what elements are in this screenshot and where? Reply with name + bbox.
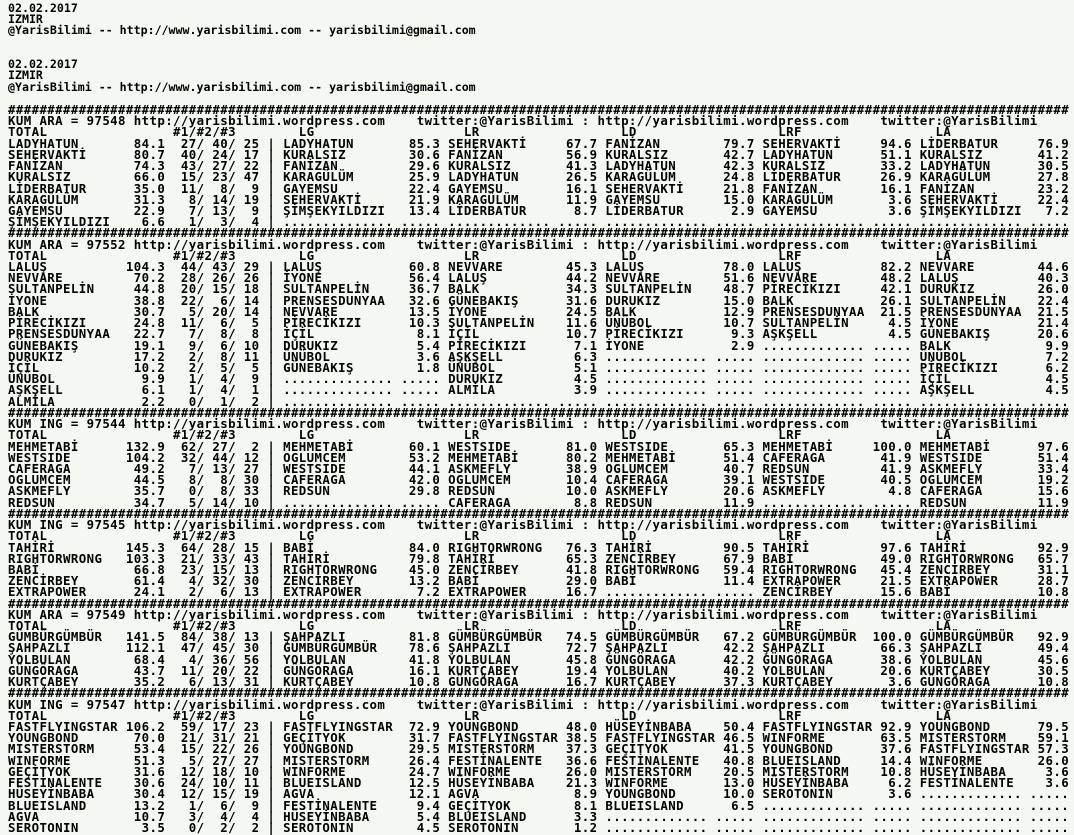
stat-row: WESTSIDE 104.2 32/ 44/ 12 | OGLUMCEM 53.2 MEHMETABİ 80.2 MEHMETABİ 51.4 CAFERAGA 41.9 WESTSIDE 51.4 [8, 449, 1070, 465]
stat-row: SEROTONIN 3.5 0/ 2/ 2 | SEROTONIN 4.5 SEROTONIN 1.2 ............. ..... ............. ..... ............. ..... [8, 819, 1070, 835]
stat-row: GEÇİTYOK 31.6 12/ 18/ 10 | WINFORME 24.7 WINFORME 26.0 MISTERSTORM 20.5 MISTERSTORM 10.8 HÜSEYİNBABA 3.6 [8, 763, 1070, 779]
section-separator: ####################################################################################################################################### [8, 595, 1070, 611]
column-header-row: TOTAL #1/#2/#3 LG LR LD LRF LA [8, 247, 952, 263]
stat-row: MISTERSTORM 53.4 15/ 22/ 26 | YOUNGBOND 29.5 MISTERSTORM 37.3 GEÇİTYOK 41.5 YOUNGBOND 37.6 FASTFLYINGSTAR 57.3 [8, 741, 1070, 757]
stat-row: FANİZAN 74.3 43/ 27/ 22 | FANİZAN 29.6 KURALSIZ 41.3 LADYHATUN 42.3 KURALSIZ 33.2 LADYHATUN 30.5 [8, 158, 1070, 174]
stat-row: RIGHTORWRONG 103.3 21/ 33/ 43 | TAHİRİ 79.8 TAHİRİ 65.3 ZENCİRBEY 67.9 BABİ 49.0 RIGHTORWRONG 65.7 [8, 550, 1070, 566]
stat-row: MEHMETABİ 132.9 62/ 27/ 2 | MEHMETABİ 60.1 WESTSIDE 81.0 WESTSIDE 65.3 MEHMETABİ 100.0 MEHMETABİ 97.6 [8, 438, 1070, 454]
stat-row: FESTİNALENTE 30.6 24/ 10/ 11 | BLUEISLAND 12.5 HÜSEYİNBABA 21.3 WINFORME 13.0 HÜSEYİNBABA 6.2 FESTİNALENTE 3.6 [8, 775, 1070, 791]
stat-row: NEVVARE 70.2 28/ 26/ 26 | İYONE 56.4 LALUŞ 44.2 NEVVARE 51.6 NEVVARE 48.2 LALUŞ 40.3 [8, 270, 1070, 286]
masthead-city: IZMIR [8, 12, 43, 27]
stat-row: KURTÇABEY 35.2 6/ 13/ 31 | KURTÇABEY 10.8 GÜNGÖRAGA 16.7 KURTÇABEY 37.3 KURTÇABEY 3.6 GÜNGÖRAGA 10.8 [8, 674, 1070, 690]
stat-row: CAFERAGA 49.2 7/ 13/ 27 | WESTSIDE 44.1 ASKMEFLY 38.9 OGLUMCEM 40.7 REDSUN 41.9 ASKMEFLY 33.4 [8, 460, 1070, 476]
column-header-row: TOTAL #1/#2/#3 LG LR LD LRF LA [8, 427, 952, 443]
stat-row: SEHERVAKTİ 80.7 40/ 24/ 17 | KURALSIZ 30.6 FANİZAN 56.9 KURALSIZ 42.7 LADYHATUN 51.1 KURALSIZ 41.2 [8, 146, 1070, 162]
section-table-6 [8, 687, 1074, 833]
stat-row: BALK 30.7 5/ 20/ 14 | NEVVARE 13.5 İYONE 24.5 BALK 12.9 PRENSESDUNYAA 21.5 PRENSESDUNYAA 21.5 [8, 303, 1070, 319]
masthead-contact: @YarisBilimi -- http://www.yarisbilimi.com -- yarisbilimi@gmail.com [8, 79, 476, 94]
stat-row: İÇİL 10.2 2/ 5/ 5 | GÜNEBAKIŞ 1.8 ÜNÜBOL 5.1 ............. ..... ............. ..... PİRECİKIZI 6.2 [8, 360, 1070, 375]
sections-container [8, 101, 1074, 835]
masthead-block-2 [8, 59, 1074, 93]
section-separator: ####################################################################################################################################### [8, 505, 1070, 521]
stat-row: ALMİLA 2.2 0/ 1/ 2 | .............. ..... ............. ..... ............. ..... ............. ..... ............. ..... [8, 393, 1070, 409]
stat-row: ÜNÜBOL 9.9 1/ 4/ 9 | .............. ..... DURUKIZ 4.5 ............. ..... ............. ..... İÇİL 4.5 [8, 371, 1070, 387]
section-table-1 [8, 101, 1074, 230]
section-header: KUM ING = 97547 http://yarisbilimi.wordpress.com twitter:@YarisBilimi : http://yarisbilimi.wordpress.com twitter:@YarisBilimi [8, 696, 1038, 712]
section-table-4 [8, 505, 1074, 600]
stat-row: ŞAHPAZLI 112.1 47/ 45/ 30 | GÜMBÜRGÜMBÜR 78.6 ŞAHPAZLI 72.7 ŞAHPAZLI 42.2 ŞAHPAZLI 66.3 ŞAHPAZLI 49.4 [8, 640, 1070, 656]
section-separator: ####################################################################################################################################### [8, 225, 1070, 241]
stat-row: FASTFLYINGSTAR 106.2 59/ 17/ 23 | FASTFLYINGSTAR 72.9 YOUNGBOND 48.0 HÜSEYİNBABA 50.4 FASTFLYINGSTAR 92.9 YOUNGBOND 79.5 [8, 719, 1070, 734]
column-header-row: TOTAL #1/#2/#3 LG LR LD LRF LA [8, 618, 952, 634]
section-separator: ####################################################################################################################################### [8, 101, 1070, 117]
stat-row: LADYHATUN 84.1 27/ 40/ 25 | LADYHATUN 85.3 SEHERVAKTİ 67.7 FANİZAN 79.7 SEHERVAKTİ 94.6 LİDERBATUR 76.9 [8, 135, 1070, 151]
stat-row: KURALSIZ 66.0 15/ 23/ 47 | KARAGÜLÜM 25.9 LADYHATUN 26.5 KARAGÜLÜM 24.8 LİDERBATUR 26.9 KARAGÜLÜM 27.8 [8, 169, 1070, 185]
stat-row: GÜNGÖRAGA 43.7 11/ 20/ 22 | GÜNGÖRAGA 16.1 KURTÇABEY 19.4 YOLBULAN 40.2 YOLBULAN 20.6 KURTÇABEY 30.5 [8, 662, 1070, 678]
stat-row: PİRECİKIZI 24.8 11/ 6/ 5 | PİRECİKIZI 10.3 SULTANPELİN 11.6 ÜNÜBOL 10.7 SULTANPELİN 4.5 İYONE 21.4 [8, 315, 1070, 331]
stat-row: GAYEMSU 22.9 7/ 13/ 9 | ŞİMŞEKYILDIZI 13.4 LİDERBATUR 8.7 LİDERBATUR 2.9 GAYEMSU 3.6 ŞİMŞEKYILDIZI 7.2 [8, 202, 1070, 218]
masthead-date: 02.02.2017 [8, 57, 78, 72]
column-header-row: TOTAL #1/#2/#3 LG LR LD LRF LA [8, 124, 952, 140]
stat-row: HÜSEYİNBABA 30.4 12/ 15/ 19 | AGVA 12.1 AGVA 8.9 YOUNGBOND 10.0 SEROTONIN 3.6 ............. ..... [8, 786, 1070, 802]
stat-row: AGVA 10.7 3/ 4/ 4 | HÜSEYİNBABA 5.4 BLUEISLAND 3.3 ............. ..... ............. ..... ............. ..... [8, 808, 1070, 824]
blank-line [8, 48, 1074, 59]
section-separator: ####################################################################################################################################### [8, 404, 1070, 420]
stat-row: YOUNGBOND 70.0 21/ 31/ 21 | GEÇİTYOK 31.7 FASTFLYINGSTAR 38.5 FASTFLYINGSTAR 46.5 WINFORME 63.5 MISTERSTORM 59.1 [8, 730, 1070, 746]
stat-row: SULTANPELİN 44.8 20/ 15/ 18 | SULTANPELİN 36.7 BALK 34.3 SULTANPELİN 48.7 PİRECİKIZI 42.1 DURUKIZ 26.0 [8, 281, 1070, 297]
column-header-row: TOTAL #1/#2/#3 LG LR LD LRF LA [8, 528, 952, 544]
section-header: KUM ARA = 97549 http://yarisbilimi.wordpress.com twitter:@YarisBilimi : http://yarisbilimi.wordpress.com twitter:@YarisBilimi [8, 606, 1038, 622]
stat-row: OGLUMCEM 44.5 8/ 8/ 30 | CAFERAGA 42.0 OGLUMCEM 10.4 CAFERAGA 39.1 WESTSIDE 40.5 OGLUMCEM 19.2 [8, 472, 1070, 488]
section-separator: ####################################################################################################################################### [8, 685, 1070, 701]
stat-row: EXTRAPOWER 24.1 2/ 6/ 13 | EXTRAPOWER 7.2 EXTRAPOWER 16.7 ............. ..... ZENCİRBEY 15.6 BABİ 10.8 [8, 584, 1070, 600]
stat-row: WINFORME 51.3 5/ 27/ 27 | MISTERSTORM 26.4 FESTİNALENTE 36.6 FESTİNALENTE 40.8 BLUEISLAND 14.4 WINFORME 26.0 [8, 752, 1070, 768]
stat-row: ZENCİRBEY 61.4 4/ 32/ 30 | ZENCİRBEY 13.2 BABİ 29.0 BABİ 11.4 EXTRAPOWER 21.5 EXTRAPOWER 28.7 [8, 573, 1070, 589]
stat-row: GÜMBÜRGÜMBÜR 141.5 84/ 38/ 13 | ŞAHPAZLI 81.8 GÜMBÜRGÜMBÜR 74.5 GÜMBÜRGÜMBÜR 67.2 GÜMBÜRGÜMBÜR 100.0 GÜMBÜRGÜMBÜR 92.9 [8, 629, 1070, 645]
stat-row: REDSUN 34.7 5/ 14/ 10 | .............. ..... CAFERAGA 8.8 REDSUN 11.9 ............. ..... REDSUN 11.9 [8, 494, 1070, 510]
masthead-block-1 [8, 3, 1074, 37]
stat-row: BLUEISLAND 13.2 1/ 6/ 9 | FESTİNALENTE 9.4 GEÇİTYOK 8.1 BLUEISLAND 6.5 ............. ..... ............. ..... [8, 797, 1070, 813]
section-table-3 [8, 404, 1074, 510]
section-header: KUM ING = 97545 http://yarisbilimi.wordpress.com twitter:@YarisBilimi : http://yarisbilimi.wordpress.com twitter:@YarisBilimi [8, 517, 1038, 533]
stat-row: YOLBULAN 68.4 4/ 36/ 56 | YOLBULAN 41.8 YOLBULAN 45.8 GÜNGÖRAGA 42.2 GÜNGÖRAGA 38.6 YOLBULAN 45.6 [8, 651, 1070, 667]
stat-row: LALUŞ 104.3 44/ 43/ 29 | LALUŞ 60.8 NEVVARE 45.3 LALUŞ 78.0 LALUŞ 82.2 NEVVARE 44.6 [8, 259, 1070, 275]
stat-row: İYONE 38.8 22/ 6/ 14 | PRENSESDUNYAA 32.6 GÜNEBAKIŞ 31.6 DURUKIZ 15.0 BALK 26.1 SULTANPELİN 22.4 [8, 292, 1070, 308]
masthead-contact: @YarisBilimi -- http://www.yarisbilimi.com -- yarisbilimi@gmail.com [8, 23, 476, 38]
stat-row: TAHİRİ 145.3 64/ 28/ 15 | BABİ 84.0 RIGHTORWRONG 76.3 TAHİRİ 90.5 TAHİRİ 97.6 TAHİRİ 92.9 [8, 539, 1070, 555]
masthead-city: IZMIR [8, 68, 43, 83]
section-header: KUM ARA = 97552 http://yarisbilimi.wordpress.com twitter:@YarisBilimi : http://yarisbilimi.wordpress.com twitter:@YarisBilimi [8, 236, 1038, 252]
stat-row: LİDERBATUR 35.0 11/ 8/ 9 | GAYEMSU 22.4 GAYEMSU 16.1 SEHERVAKTİ 21.8 FANİZAN 16.1 FANİZAN 23.2 [8, 180, 1070, 196]
stat-row: ASKMEFLY 35.7 0/ 8/ 33 | REDSUN 29.8 REDSUN 10.0 ASKMEFLY 20.6 ASKMEFLY 4.8 CAFERAGA 15.6 [8, 483, 1070, 499]
stat-row: BABİ 66.8 23/ 15/ 13 | RIGHTORWRONG 45.0 ZENCİRBEY 41.8 RIGHTORWRONG 59.4 RIGHTORWRONG 45.4 ZENCİRBEY 31.1 [8, 561, 1070, 577]
stat-row: DURUKIZ 17.2 2/ 8/ 11 | ÜNÜBOL 3.6 AŞKŞELL 6.3 ............. ..... ............. ..... ÜNÜBOL 7.2 [8, 348, 1070, 364]
column-header-row: TOTAL #1/#2/#3 LG LR LD LRF LA [8, 707, 952, 723]
stat-row: GÜNEBAKIŞ 19.1 9/ 6/ 10 | DURUKIZ 5.4 PİRECİKIZI 7.1 İYONE 2.9 ............. ..... BALK 9.9 [8, 337, 1070, 353]
stat-row: ŞİMŞEKYILDIZI 6.6 1/ 3/ 4 | .............. ..... ............. ..... ............. ..... ............. ..... ............. ..... [8, 214, 1070, 230]
stat-row: PRENSESDUNYAA 22.7 7/ 8/ 8 | İÇİL 8.1 İÇİL 10.7 PİRECİKIZI 9.3 AŞKŞELL 4.5 GÜNEBAKIŞ 20.6 [8, 326, 1070, 342]
section-table-2 [8, 227, 1074, 407]
section-table-5 [8, 595, 1074, 690]
section-header: KUM ARA = 97548 http://yarisbilimi.wordpress.com twitter:@YarisBilimi : http://yarisbilimi.wordpress.com twitter:@YarisBilimi [8, 113, 1038, 129]
masthead-date: 02.02.2017 [8, 1, 78, 15]
stat-row: AŞKŞELL 6.1 1/ 4/ 1 | .............. ..... ALMİLA 3.9 ............. ..... ............. ..... AŞKŞELL 4.5 [8, 382, 1070, 398]
blank-line [8, 37, 1074, 48]
section-header: KUM ING = 97544 http://yarisbilimi.wordpress.com twitter:@YarisBilimi : http://yarisbilimi.wordpress.com twitter:@YarisBilimi [8, 416, 1038, 432]
stat-row: KARAGÜLÜM 31.3 8/ 14/ 19 | SEHERVAKTİ 21.9 KARAGÜLÜM 11.9 GAYEMSU 15.0 KARAGÜLÜM 3.6 SEHERVAKTİ 22.4 [8, 191, 1070, 207]
